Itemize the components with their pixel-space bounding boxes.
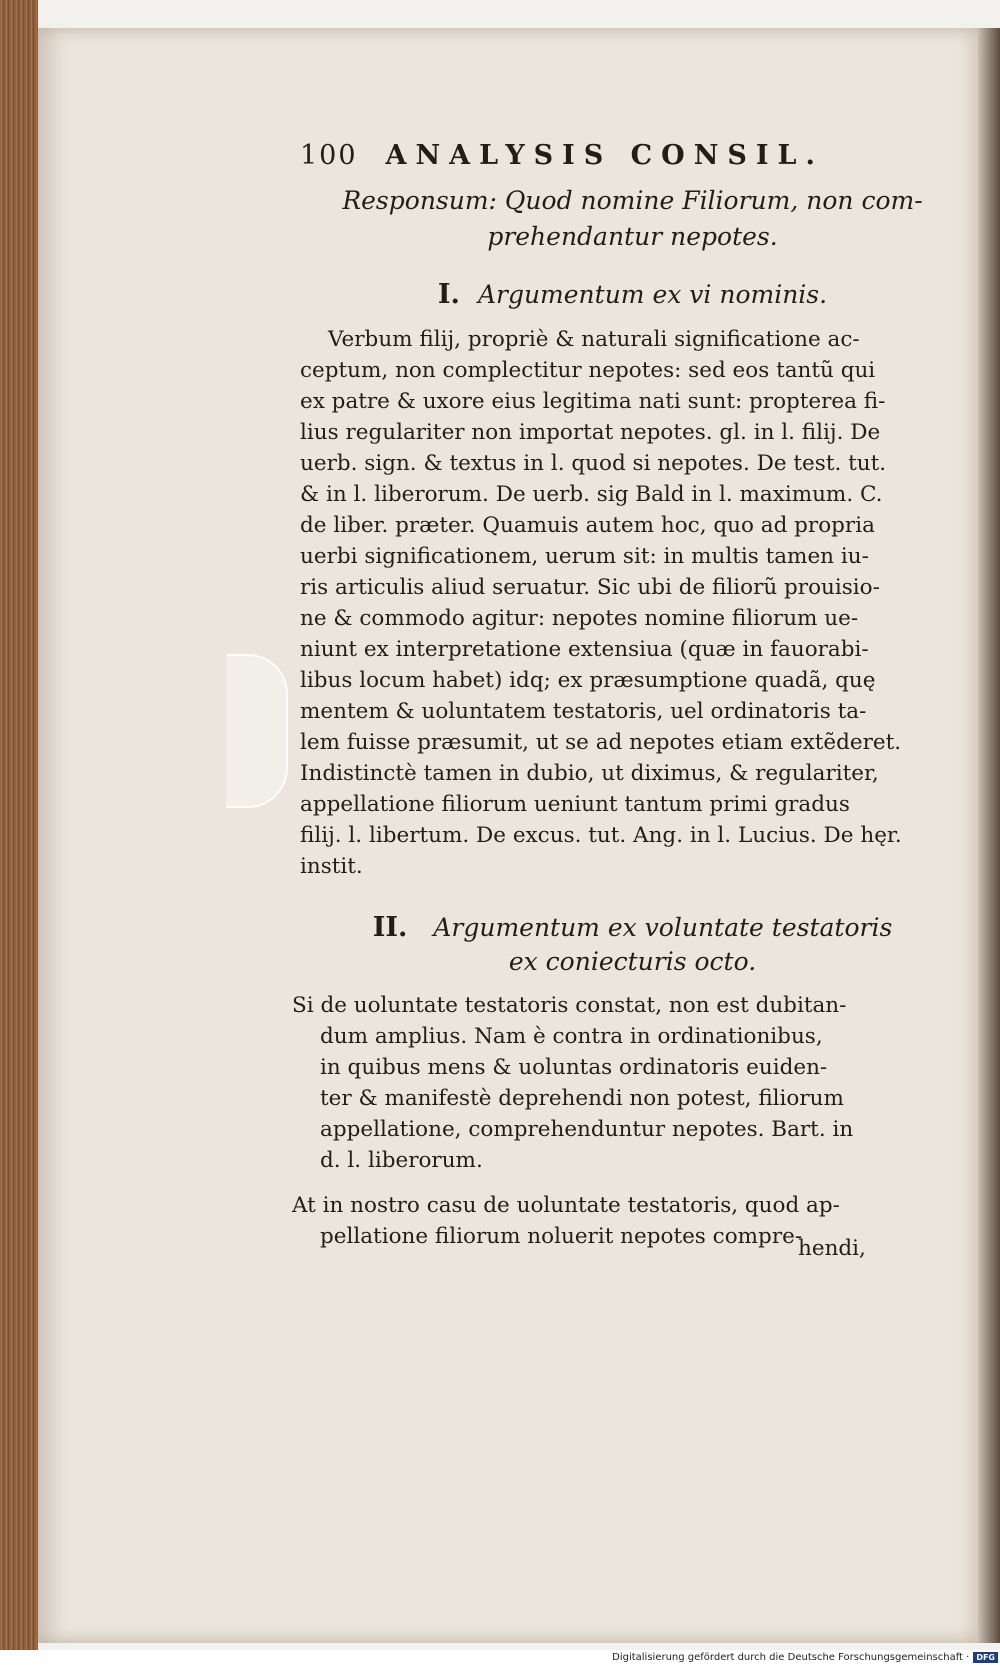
section-2-heading	[300, 912, 965, 976]
running-title: ANALYSIS CONSIL.	[385, 140, 824, 171]
section-2-title-line-2: ex coniecturis octo.	[508, 947, 757, 976]
section-1-line: de liber. præter. Quamuis autem hoc, quo ad propria	[300, 513, 875, 538]
section-1-paragraph	[300, 324, 965, 882]
section-1-line: instit.	[300, 854, 363, 879]
section-1-line: filij. l. libertum. De excus. tut. Ang. in l. Lucius. De hęr.	[300, 823, 902, 848]
section-1-line: uerb. sign. & textus in l. quod si nepotes. De test. tut.	[300, 451, 887, 476]
book-page-edges	[0, 0, 38, 1650]
responsum-line-1: Responsum: Quod nomine Filiorum, non com-	[342, 186, 923, 215]
paragraph-gap	[300, 1176, 965, 1190]
section-1-line: Verbum filij, propriè & naturali significatione ac-	[328, 327, 860, 352]
responsum-heading	[318, 183, 947, 255]
section-2-para-1-line: appellatione, comprehenduntur nepotes. Bart. in	[320, 1117, 854, 1142]
section-2-para-2-line: pellatione filiorum noluerit nepotes compre-	[320, 1224, 803, 1249]
section-1-line: lem fuisse præsumit, ut se ad nepotes etiam extẽderet.	[300, 730, 902, 755]
section-2-title-line-1: Argumentum ex voluntate testatoris	[433, 913, 893, 942]
section-2-para-1-line: in quibus mens & uoluntas ordinatoris euiden-	[320, 1055, 828, 1080]
footer-bar	[0, 1650, 1000, 1665]
section-2-para-2-line: At in nostro casu de uoluntate testatoris, quod ap-	[292, 1193, 840, 1218]
section-1-line: ex patre & uxore eius legitima nati sunt: propterea fi-	[300, 389, 886, 414]
section-2-paragraph-1	[292, 990, 965, 1176]
book-spine-shadow	[978, 28, 1000, 1643]
section-1-line: appellatione filiorum ueniunt tantum primi gradus	[300, 792, 850, 817]
section-1-line: ris articulis aliud seruatur. Sic ubi de filiorũ prouisio-	[300, 575, 880, 600]
section-1-heading	[300, 279, 965, 310]
section-1-line: lius regulariter non importat nepotes. gl. in l. filij. De	[300, 420, 881, 445]
section-1-line: ceptum, non complectitur nepotes: sed eos tantũ qui	[300, 358, 876, 383]
section-1-line: uerbi significationem, uerum sit: in multis tamen iu-	[300, 544, 869, 569]
dfg-logo: DFG	[973, 1652, 998, 1663]
section-2-para-1-line: d. l. liberorum.	[320, 1148, 483, 1173]
footer-credit: Digitalisierung gefördert durch die Deutsche Forschungsgemeinschaft ·	[612, 1652, 970, 1663]
section-1-line: ne & commodo agitur: nepotes nomine filiorum ue-	[300, 606, 859, 631]
section-2-para-1-line: dum amplius. Nam è contra in ordinationibus,	[320, 1024, 823, 1049]
page-text	[292, 140, 965, 1252]
page-header	[300, 140, 965, 171]
section-1-numeral: I.	[437, 279, 460, 310]
section-1-title: Argumentum ex vi nominis.	[477, 280, 828, 309]
section-1-line: niunt ex interpretatione extensiua (quæ in fauorabi-	[300, 637, 869, 662]
page-clip	[226, 654, 288, 808]
responsum-line-2: prehendantur nepotes.	[487, 222, 778, 251]
section-2-para-1-line: Si de uoluntate testatoris constat, non est dubitan-	[292, 993, 847, 1018]
catchword: hendi,	[798, 1236, 866, 1261]
section-1-line: & in l. liberorum. De uerb. sig Bald in l. maximum. C.	[300, 482, 883, 507]
section-2-numeral: II.	[372, 912, 408, 943]
section-2-para-1-line: ter & manifestè deprehendi non potest, filiorum	[320, 1086, 844, 1111]
page-number: 100	[300, 140, 358, 171]
section-1-line: mentem & uoluntatem testatoris, uel ordinatoris ta-	[300, 699, 867, 724]
section-1-line: Indistinctè tamen in dubio, ut diximus, & regulariter,	[300, 761, 879, 786]
section-1-line: libus locum habet) idq; ex præsumptione quadã, quę	[300, 668, 876, 693]
